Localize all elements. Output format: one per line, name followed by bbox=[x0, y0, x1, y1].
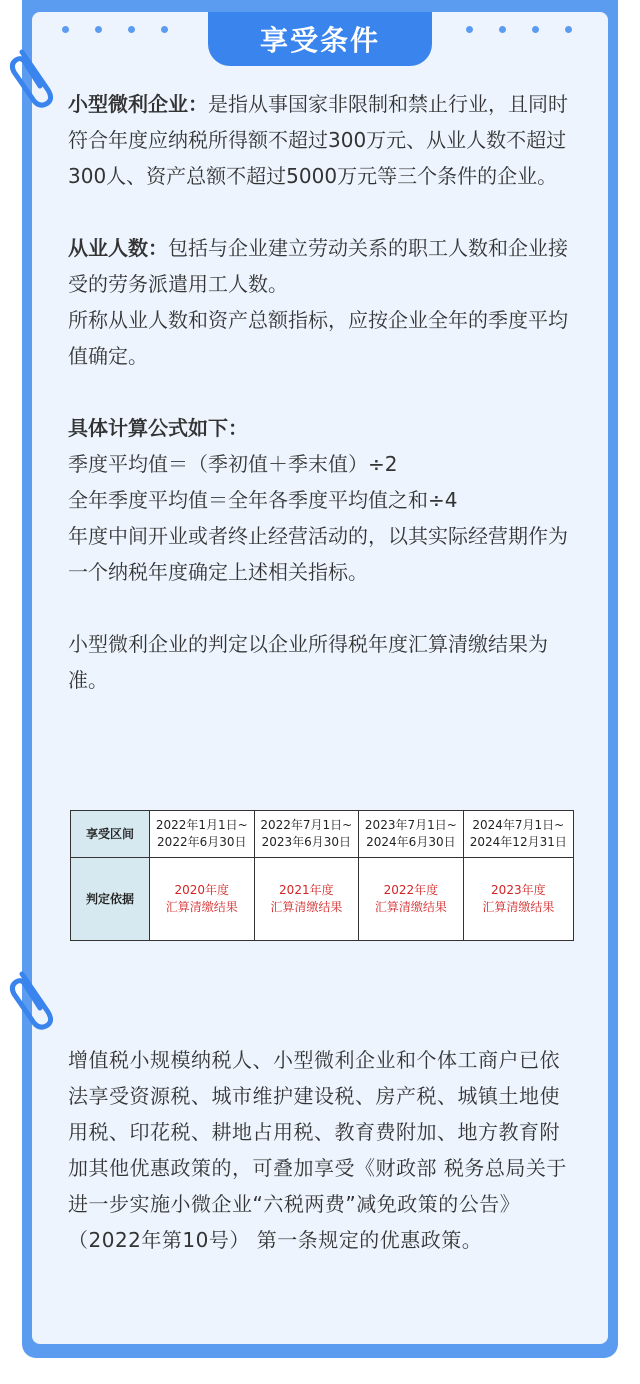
table-cell: 2024年7月1日~ 2024年12月31日 bbox=[463, 811, 573, 858]
determination-paragraph: 小型微利企业的判定以企业所得税年度汇算清缴结果为准。 bbox=[68, 632, 548, 692]
table-cell: 2022年7月1日~ 2023年6月30日 bbox=[254, 811, 359, 858]
midyear-paragraph: 年度中间开业或者终止经营活动的，以其实际经营期作为一个纳税年度确定上述相关指标。 bbox=[68, 524, 568, 584]
table-header-cell: 判定依据 bbox=[71, 858, 150, 941]
table-header-cell: 享受区间 bbox=[71, 811, 150, 858]
definition-paragraph: 小型微利企业：是指从事国家非限制和禁止行业，且同时符合年度应纳税所得额不超过300万元、从业人数不超过300人、资产总额不超过5000万元等三个条件的企业。 bbox=[68, 92, 568, 188]
stacking-text bbox=[68, 1042, 578, 1258]
paperclip-icon bbox=[8, 44, 64, 108]
table-row bbox=[71, 858, 574, 941]
decorative-dots-right bbox=[466, 26, 572, 33]
formula-heading: 具体计算公式如下： bbox=[68, 416, 248, 440]
table-row bbox=[71, 811, 574, 858]
table-cell: 2021年度 汇算清缴结果 bbox=[254, 858, 359, 941]
table-cell: 2022年1月1日~ 2022年6月30日 bbox=[150, 811, 255, 858]
table-cell: 2022年度 汇算清缴结果 bbox=[359, 858, 464, 941]
period-table bbox=[70, 810, 574, 941]
formula-year: 全年季度平均值＝全年各季度平均值之和÷4 bbox=[68, 488, 458, 512]
section-header: 享受条件 bbox=[208, 12, 432, 66]
table-cell: 2023年度 汇算清缴结果 bbox=[463, 858, 573, 941]
table-cell: 2023年7月1日~ 2024年6月30日 bbox=[359, 811, 464, 858]
employees-paragraph: 从业人数：包括与企业建立劳动关系的职工人数和企业接受的劳务派遣用工人数。 bbox=[68, 236, 568, 296]
formula-quarter: 季度平均值＝（季初值＋季末值）÷2 bbox=[68, 452, 398, 476]
conditions-text bbox=[68, 86, 578, 698]
average-paragraph: 所称从业人数和资产总额指标，应按企业全年的季度平均值确定。 bbox=[68, 308, 568, 368]
table-cell: 2020年度 汇算清缴结果 bbox=[150, 858, 255, 941]
paperclip-icon bbox=[8, 966, 64, 1030]
decorative-dots-left bbox=[62, 26, 168, 33]
stacking-paragraph: 增值税小规模纳税人、小型微利企业和个体工商户已依法享受资源税、城市维护建设税、房产税、城镇土地使用税、印花税、耕地占用税、教育费附加、地方教育附加其他优惠政策的，可叠加享受《财政部 税务总局关于进一步实施小微企业“六税两费”减免政策的公告》（2022年第10号） 第一条规定的优惠政策。 bbox=[68, 1048, 567, 1252]
